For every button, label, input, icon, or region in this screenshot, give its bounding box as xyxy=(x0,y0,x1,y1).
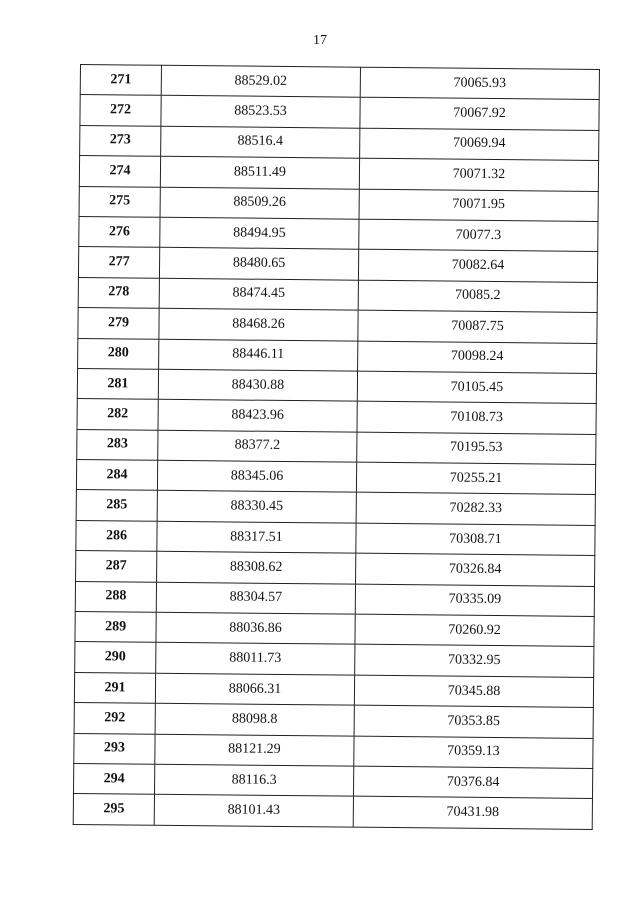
point-number-cell: 273 xyxy=(80,125,161,156)
point-number-cell: 292 xyxy=(74,703,155,734)
y-coordinate-cell: 70105.45 xyxy=(357,371,596,404)
x-coordinate-cell: 88494.95 xyxy=(160,217,359,249)
x-coordinate-cell: 88011.73 xyxy=(156,643,355,675)
y-coordinate-cell: 70065.93 xyxy=(360,67,599,100)
table-row xyxy=(73,794,592,829)
point-number-cell: 294 xyxy=(73,763,154,794)
table-row xyxy=(79,216,598,251)
y-coordinate-cell: 70353.85 xyxy=(354,705,593,738)
x-coordinate-cell: 88317.51 xyxy=(157,521,356,553)
point-number-cell: 282 xyxy=(77,399,158,430)
x-coordinate-cell: 88516.4 xyxy=(161,126,360,158)
point-number-cell: 295 xyxy=(73,794,154,825)
y-coordinate-cell: 70071.32 xyxy=(359,158,598,191)
x-coordinate-cell: 88098.8 xyxy=(155,703,354,735)
table-row xyxy=(80,65,599,100)
x-coordinate-cell: 88304.57 xyxy=(156,582,355,614)
table-row xyxy=(75,581,594,616)
y-coordinate-cell: 70431.98 xyxy=(353,797,592,830)
table-row xyxy=(77,399,596,434)
y-coordinate-cell: 70098.24 xyxy=(358,341,597,374)
table-row xyxy=(80,95,599,130)
table-row xyxy=(77,368,596,403)
point-number-cell: 291 xyxy=(74,672,155,703)
y-coordinate-cell: 70282.33 xyxy=(356,493,595,526)
coordinate-table xyxy=(73,64,600,830)
coordinate-table-body xyxy=(73,65,599,830)
point-number-cell: 293 xyxy=(74,733,155,764)
table-row xyxy=(76,551,595,586)
y-coordinate-cell: 70087.75 xyxy=(358,310,597,343)
y-coordinate-cell: 70108.73 xyxy=(357,401,596,434)
table-row xyxy=(74,703,593,738)
table-row xyxy=(78,308,597,343)
x-coordinate-cell: 88423.96 xyxy=(158,400,357,432)
y-coordinate-cell: 70359.13 xyxy=(354,736,593,769)
x-coordinate-cell: 88330.45 xyxy=(157,491,356,523)
table-row xyxy=(80,125,599,160)
x-coordinate-cell: 88523.53 xyxy=(161,96,360,128)
x-coordinate-cell: 88446.11 xyxy=(159,339,358,371)
table-row xyxy=(79,186,598,221)
x-coordinate-cell: 88308.62 xyxy=(157,552,356,584)
x-coordinate-cell: 88511.49 xyxy=(160,156,359,188)
y-coordinate-cell: 70067.92 xyxy=(360,98,599,131)
point-number-cell: 286 xyxy=(76,520,157,551)
x-coordinate-cell: 88480.65 xyxy=(159,248,358,280)
table-row xyxy=(77,429,596,464)
point-number-cell: 283 xyxy=(77,429,158,460)
y-coordinate-cell: 70376.84 xyxy=(353,766,592,799)
x-coordinate-cell: 88345.06 xyxy=(157,460,356,492)
point-number-cell: 271 xyxy=(80,65,161,96)
y-coordinate-cell: 70345.88 xyxy=(354,675,593,708)
table-row xyxy=(76,490,595,525)
x-coordinate-cell: 88101.43 xyxy=(154,795,353,827)
y-coordinate-cell: 70335.09 xyxy=(355,584,594,617)
x-coordinate-cell: 88474.45 xyxy=(159,278,358,310)
x-coordinate-cell: 88066.31 xyxy=(155,673,354,705)
point-number-cell: 276 xyxy=(79,216,160,247)
table-row xyxy=(76,460,595,495)
y-coordinate-cell: 70077.3 xyxy=(359,219,598,252)
point-number-cell: 281 xyxy=(77,368,158,399)
point-number-cell: 275 xyxy=(79,186,160,217)
y-coordinate-cell: 70085.2 xyxy=(358,280,597,313)
table-row xyxy=(73,763,592,798)
point-number-cell: 287 xyxy=(76,551,157,582)
table-row xyxy=(78,338,597,373)
point-number-cell: 274 xyxy=(79,156,160,187)
point-number-cell: 284 xyxy=(76,460,157,491)
table-row xyxy=(76,520,595,555)
point-number-cell: 272 xyxy=(80,95,161,126)
point-number-cell: 290 xyxy=(75,642,156,673)
table-row xyxy=(78,277,597,312)
y-coordinate-cell: 70332.95 xyxy=(355,645,594,678)
x-coordinate-cell: 88121.29 xyxy=(155,734,354,766)
point-number-cell: 289 xyxy=(75,612,156,643)
point-number-cell: 279 xyxy=(78,308,159,339)
x-coordinate-cell: 88116.3 xyxy=(154,764,353,796)
x-coordinate-cell: 88468.26 xyxy=(159,308,358,340)
y-coordinate-cell: 70326.84 xyxy=(356,553,595,586)
table-row xyxy=(79,156,598,191)
table-row xyxy=(75,642,594,677)
point-number-cell: 278 xyxy=(78,277,159,308)
point-number-cell: 277 xyxy=(78,247,159,278)
point-number-cell: 280 xyxy=(78,338,159,369)
table-row xyxy=(74,733,593,768)
y-coordinate-cell: 70069.94 xyxy=(360,128,599,161)
x-coordinate-cell: 88036.86 xyxy=(156,612,355,644)
y-coordinate-cell: 70071.95 xyxy=(359,189,598,222)
table-row xyxy=(74,672,593,707)
point-number-cell: 285 xyxy=(76,490,157,521)
y-coordinate-cell: 70255.21 xyxy=(356,462,595,495)
y-coordinate-cell: 70082.64 xyxy=(358,250,597,283)
y-coordinate-cell: 70308.71 xyxy=(356,523,595,556)
x-coordinate-cell: 88377.2 xyxy=(158,430,357,462)
x-coordinate-cell: 88509.26 xyxy=(160,187,359,219)
table-row xyxy=(78,247,597,282)
x-coordinate-cell: 88529.02 xyxy=(161,65,360,97)
y-coordinate-cell: 70195.53 xyxy=(357,432,596,465)
x-coordinate-cell: 88430.88 xyxy=(158,369,357,401)
point-number-cell: 288 xyxy=(75,581,156,612)
y-coordinate-cell: 70260.92 xyxy=(355,614,594,647)
table-row xyxy=(75,612,594,647)
page-number: 17 xyxy=(313,33,327,48)
